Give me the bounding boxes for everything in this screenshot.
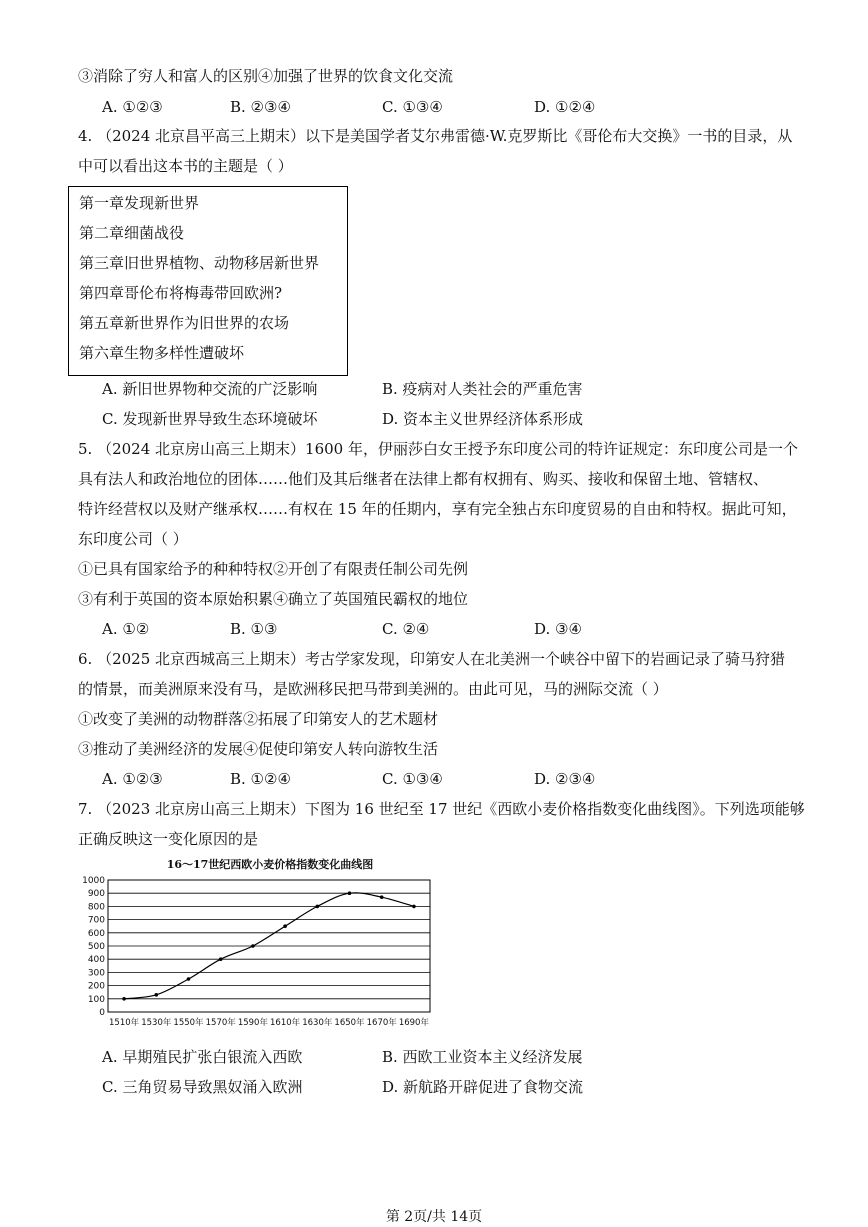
q5-statement-1: ①已具有国家给予的种种特权②开创了有限责任制公司先例 [78,560,469,578]
toc-item: 第六章生物多样性遭破坏 [79,344,245,362]
q4-option-a: A. 新旧世界物种交流的广泛影响 [102,380,318,398]
y-tick-label: 400 [87,955,105,966]
q6-option-b: B. ①②④ [230,770,291,788]
toc-item: 第二章细菌战役 [79,224,185,242]
y-tick-label: 800 [87,902,105,913]
y-tick-label: 900 [87,889,105,900]
q4-stem-line1: 4. （2024 北京昌平高三上期末）以下是美国学者艾尔弗雷德·W.克罗斯比《哥伦布大交换》一书的目录，从 [78,127,793,145]
page-number: 第 2页/共 14页 [385,1209,483,1225]
chart-svg [70,856,442,1036]
q5-statement-2: ③有利于英国的资本原始积累④确立了英国殖民霸权的地位 [78,590,469,608]
toc-item: 第三章旧世界植物、动物移居新世界 [79,254,320,272]
x-tick-label: 1550年 [173,1018,204,1028]
q6-option-c: C. ①③④ [382,770,443,788]
y-tick-label: 200 [87,981,105,992]
q6-statement-2: ③推动了美洲经济的发展④促使印第安人转向游牧生活 [78,740,439,758]
q7-stem-line1: 7. （2023 北京房山高三上期末）下图为 16 世纪至 17 世纪《西欧小麦价格指数变化曲线图》。下列选项能够 [78,800,805,818]
y-tick-label: 500 [87,942,105,952]
q5-option-a: A. ①② [102,620,150,638]
q7-option-d: D. 新航路开辟促进了食物交流 [382,1078,584,1096]
q4-option-b: B. 疫病对人类社会的严重危害 [382,380,583,398]
x-tick-label: 1570年 [205,1018,236,1028]
wheat-price-chart [70,856,442,1036]
q4-option-d: D. 资本主义世界经济体系形成 [382,410,584,428]
x-tick-label: 1630年 [302,1018,333,1028]
q3-option-a: A. ①②③ [102,98,163,116]
x-tick-label: 1670年 [366,1018,397,1028]
q7-option-a: A. 早期殖民扩张白银流入西欧 [102,1048,303,1066]
q7-option-c: C. 三角贸易导致黑奴涌入欧洲 [102,1078,303,1096]
data-point [219,957,223,961]
q5-stem-line2: 具有法人和政治地位的团体……他们及其后继者在法律上都有权拥有、购买、接收和保留土地、管辖权、 [78,470,769,488]
q5-stem-line1: 5. （2024 北京房山高三上期末）1600 年，伊丽莎白女王授予东印度公司的特许证规定：东印度公司是一个 [78,440,798,458]
toc-item: 第五章新世界作为旧世界的农场 [79,314,290,332]
toc-item: 第一章发现新世界 [79,194,200,212]
q6-stem-line1: 6. （2025 北京西城高三上期末）考古学家发现，印第安人在北美洲一个峡谷中留下的岩画记录了骑马狩猎 [78,650,786,668]
q4-table-of-contents [68,186,348,376]
q6-option-a: A. ①②③ [102,770,163,788]
q5-option-d: D. ③④ [534,620,582,638]
toc-item: 第四章哥伦布将梅毒带回欧洲? [79,284,283,302]
q7-option-b: B. 西欧工业资本主义经济发展 [382,1048,583,1066]
x-tick-label: 1510年 [109,1018,140,1028]
q5-option-b: B. ①③ [230,620,278,638]
x-tick-label: 1610年 [270,1018,301,1028]
q5-stem-line4: 东印度公司（ ） [78,530,188,548]
x-tick-label: 1530年 [141,1018,172,1028]
chart-title: 16～17世纪西欧小麦价格指数变化曲线图 [166,858,374,871]
q6-option-d: D. ②③④ [534,770,596,788]
data-point [380,895,384,899]
y-tick-label: 0 [99,1008,105,1018]
data-point [251,944,255,948]
data-point [316,905,320,909]
x-tick-label: 1650年 [334,1018,365,1028]
q7-stem-line2: 正确反映这一变化原因的是 [78,830,259,848]
data-point [348,891,352,895]
q4-option-c: C. 发现新世界导致生态环境破坏 [102,410,318,428]
q6-stem-line2: 的情景，而美洲原来没有马，是欧洲移民把马带到美洲的。由此可见，马的洲际交流（ ） [78,680,668,698]
y-tick-label: 100 [87,994,105,1005]
y-tick-label: 1000 [82,876,105,886]
data-point [412,905,416,909]
data-point [187,977,191,981]
q3-statement: ③消除了穷人和富人的区别④加强了世界的饮食文化交流 [78,67,454,85]
y-tick-label: 300 [87,968,105,979]
q4-stem-line2: 中可以看出这本书的主题是（ ） [78,157,293,175]
q6-statement-1: ①改变了美洲的动物群落②拓展了印第安人的艺术题材 [78,710,439,728]
q5-stem-line3: 特许经营权以及财产继承权……有权在 15 年的任期内，享有完全独占东印度贸易的自由和特权。据此可知， [78,500,797,518]
x-tick-label: 1690年 [398,1018,429,1028]
data-point [283,924,287,928]
data-point [155,993,159,997]
q3-option-b: B. ②③④ [230,98,291,116]
y-tick-label: 600 [87,928,105,939]
x-tick-label: 1590年 [237,1018,268,1028]
q3-option-c: C. ①③④ [382,98,443,116]
q5-option-c: C. ②④ [382,620,430,638]
data-point [122,997,126,1001]
y-tick-label: 700 [87,915,105,926]
q3-option-d: D. ①②④ [534,98,596,116]
